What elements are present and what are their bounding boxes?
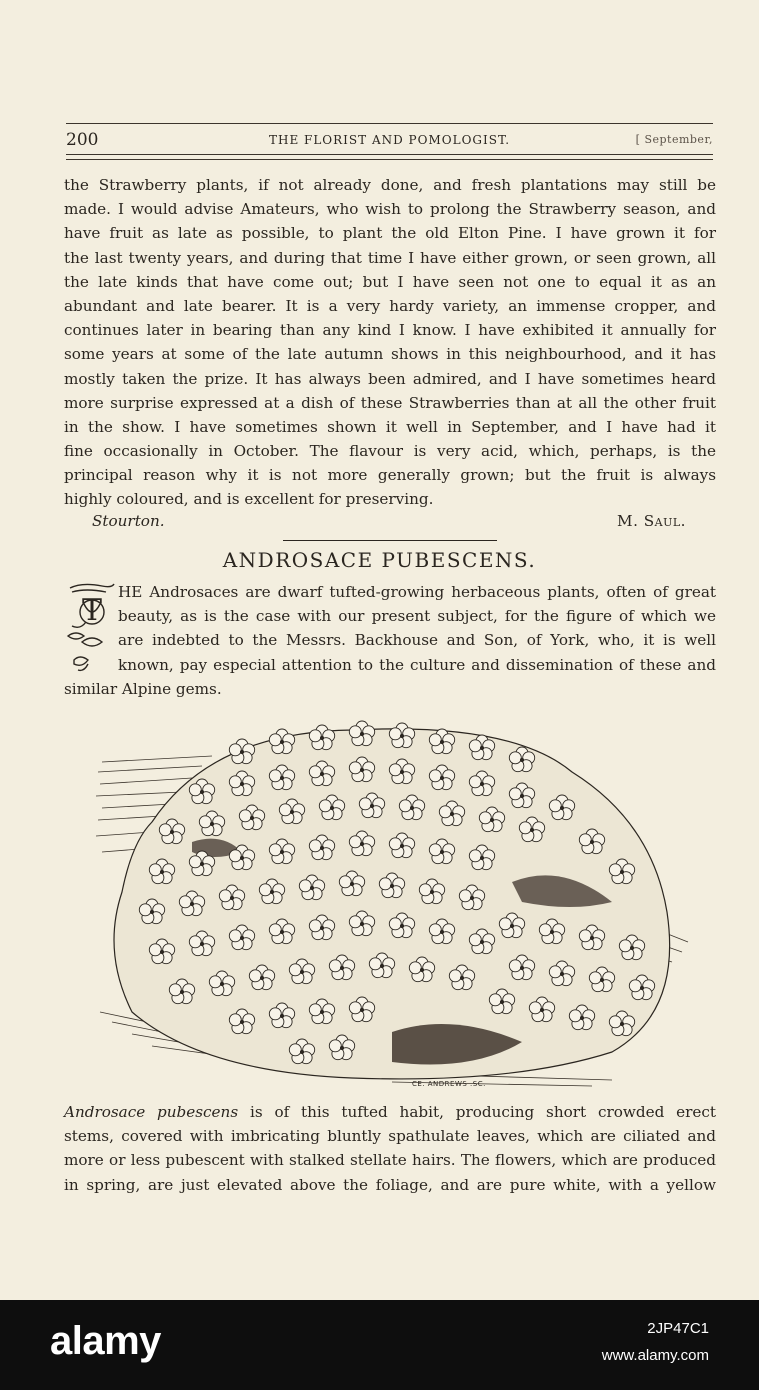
section-divider: [283, 540, 497, 541]
signature-line: [92, 512, 686, 536]
text-line: some years at some of the late autumn shows in this neighbourhood, and it has: [64, 345, 716, 364]
text-line: known, pay especial attention to the culture and dissemination of these and: [118, 655, 716, 674]
text-line: made. I would advise Amateurs, who wish to prolong the Strawberry season, and: [64, 200, 716, 219]
engraver-signature: CE. ANDREWS .SC.: [412, 1080, 486, 1088]
svg-text:T: T: [81, 593, 103, 628]
text-line: HE Androsaces are dwarf tufted-growing herbaceous plants, often of great: [118, 583, 716, 601]
running-month: [ September,: [635, 133, 713, 146]
text-line: similar Alpine gems.: [64, 679, 222, 698]
running-title: THE FLORIST AND POMOLOGIST.: [268, 133, 511, 147]
text-line: highly coloured, and is excellent for preserving.: [64, 490, 434, 509]
text-line: are indebted to the Messrs. Backhouse and Son, of York, who, it is well: [118, 631, 716, 650]
text-line: stems, covered with imbricating bluntly spathulate leaves, which are ciliated and: [64, 1127, 716, 1146]
page-number: 200: [66, 130, 99, 150]
text-line: fine occasionally in October. The flavour is very acid, which, perhaps, is the: [64, 442, 716, 461]
text-line: abundant and late bearer. It is a very hardy variety, an immense cropper, and: [64, 296, 716, 315]
running-header: [66, 130, 713, 152]
text-line: have fruit as late as possible, to plant the old Elton Pine. I have grown it for: [64, 224, 716, 243]
text-line: more surprise expressed at a dish of these Strawberries than at all the other fruit: [64, 393, 716, 412]
text-line: [64, 1100, 716, 1124]
text-line: principal reason why it is not more generally grown; but the fruit is always: [64, 466, 716, 485]
intro-paragraph: [64, 580, 716, 701]
signature-place: Stourton.: [92, 512, 165, 530]
text-line: the late kinds that have come out; but I have seen not one to equal it as an: [64, 272, 716, 291]
description-paragraph: [64, 1100, 716, 1197]
text-line: in the show. I have sometimes shown it well in September, and I have had it: [64, 417, 716, 436]
text-line: beauty, as is the case with our present subject, for the figure of which we: [118, 607, 716, 626]
strawberry-paragraph: [64, 173, 716, 512]
stock-footer-bar: [0, 1300, 759, 1390]
text-line: more or less pubescent with stalked stellate hairs. The flowers, which are produced: [64, 1151, 716, 1170]
signature-author: M. Saul.: [617, 512, 686, 530]
image-code: 2JP47C1: [647, 1320, 709, 1337]
header-rule: [66, 154, 713, 155]
article-heading: ANDROSACE PUBESCENS.: [222, 548, 537, 572]
text-span: is of this tufted habit, producing short crowded erect: [238, 1103, 716, 1121]
plant-engraving: [92, 712, 692, 1090]
text-line: mostly taken the prize. It has always been admired, and I have sometimes heard: [64, 369, 716, 388]
text-line: in spring, are just elevated above the foliage, and are pure white, with a yellow: [64, 1175, 716, 1194]
alamy-logo: alamy: [50, 1319, 161, 1363]
text-line: continues later in bearing than any kind I know. I have exhibited it annually for: [64, 321, 716, 340]
site-url: www.alamy.com: [601, 1347, 709, 1364]
header-rule: [66, 123, 713, 124]
header-rule: [66, 159, 713, 160]
text-line: the last twenty years, and during that time I have either grown, or seen grown, all: [64, 248, 716, 267]
species-name: Androsace pubescens: [64, 1103, 239, 1121]
text-line: the Strawberry plants, if not already done, and fresh plantations may still be: [64, 176, 716, 194]
